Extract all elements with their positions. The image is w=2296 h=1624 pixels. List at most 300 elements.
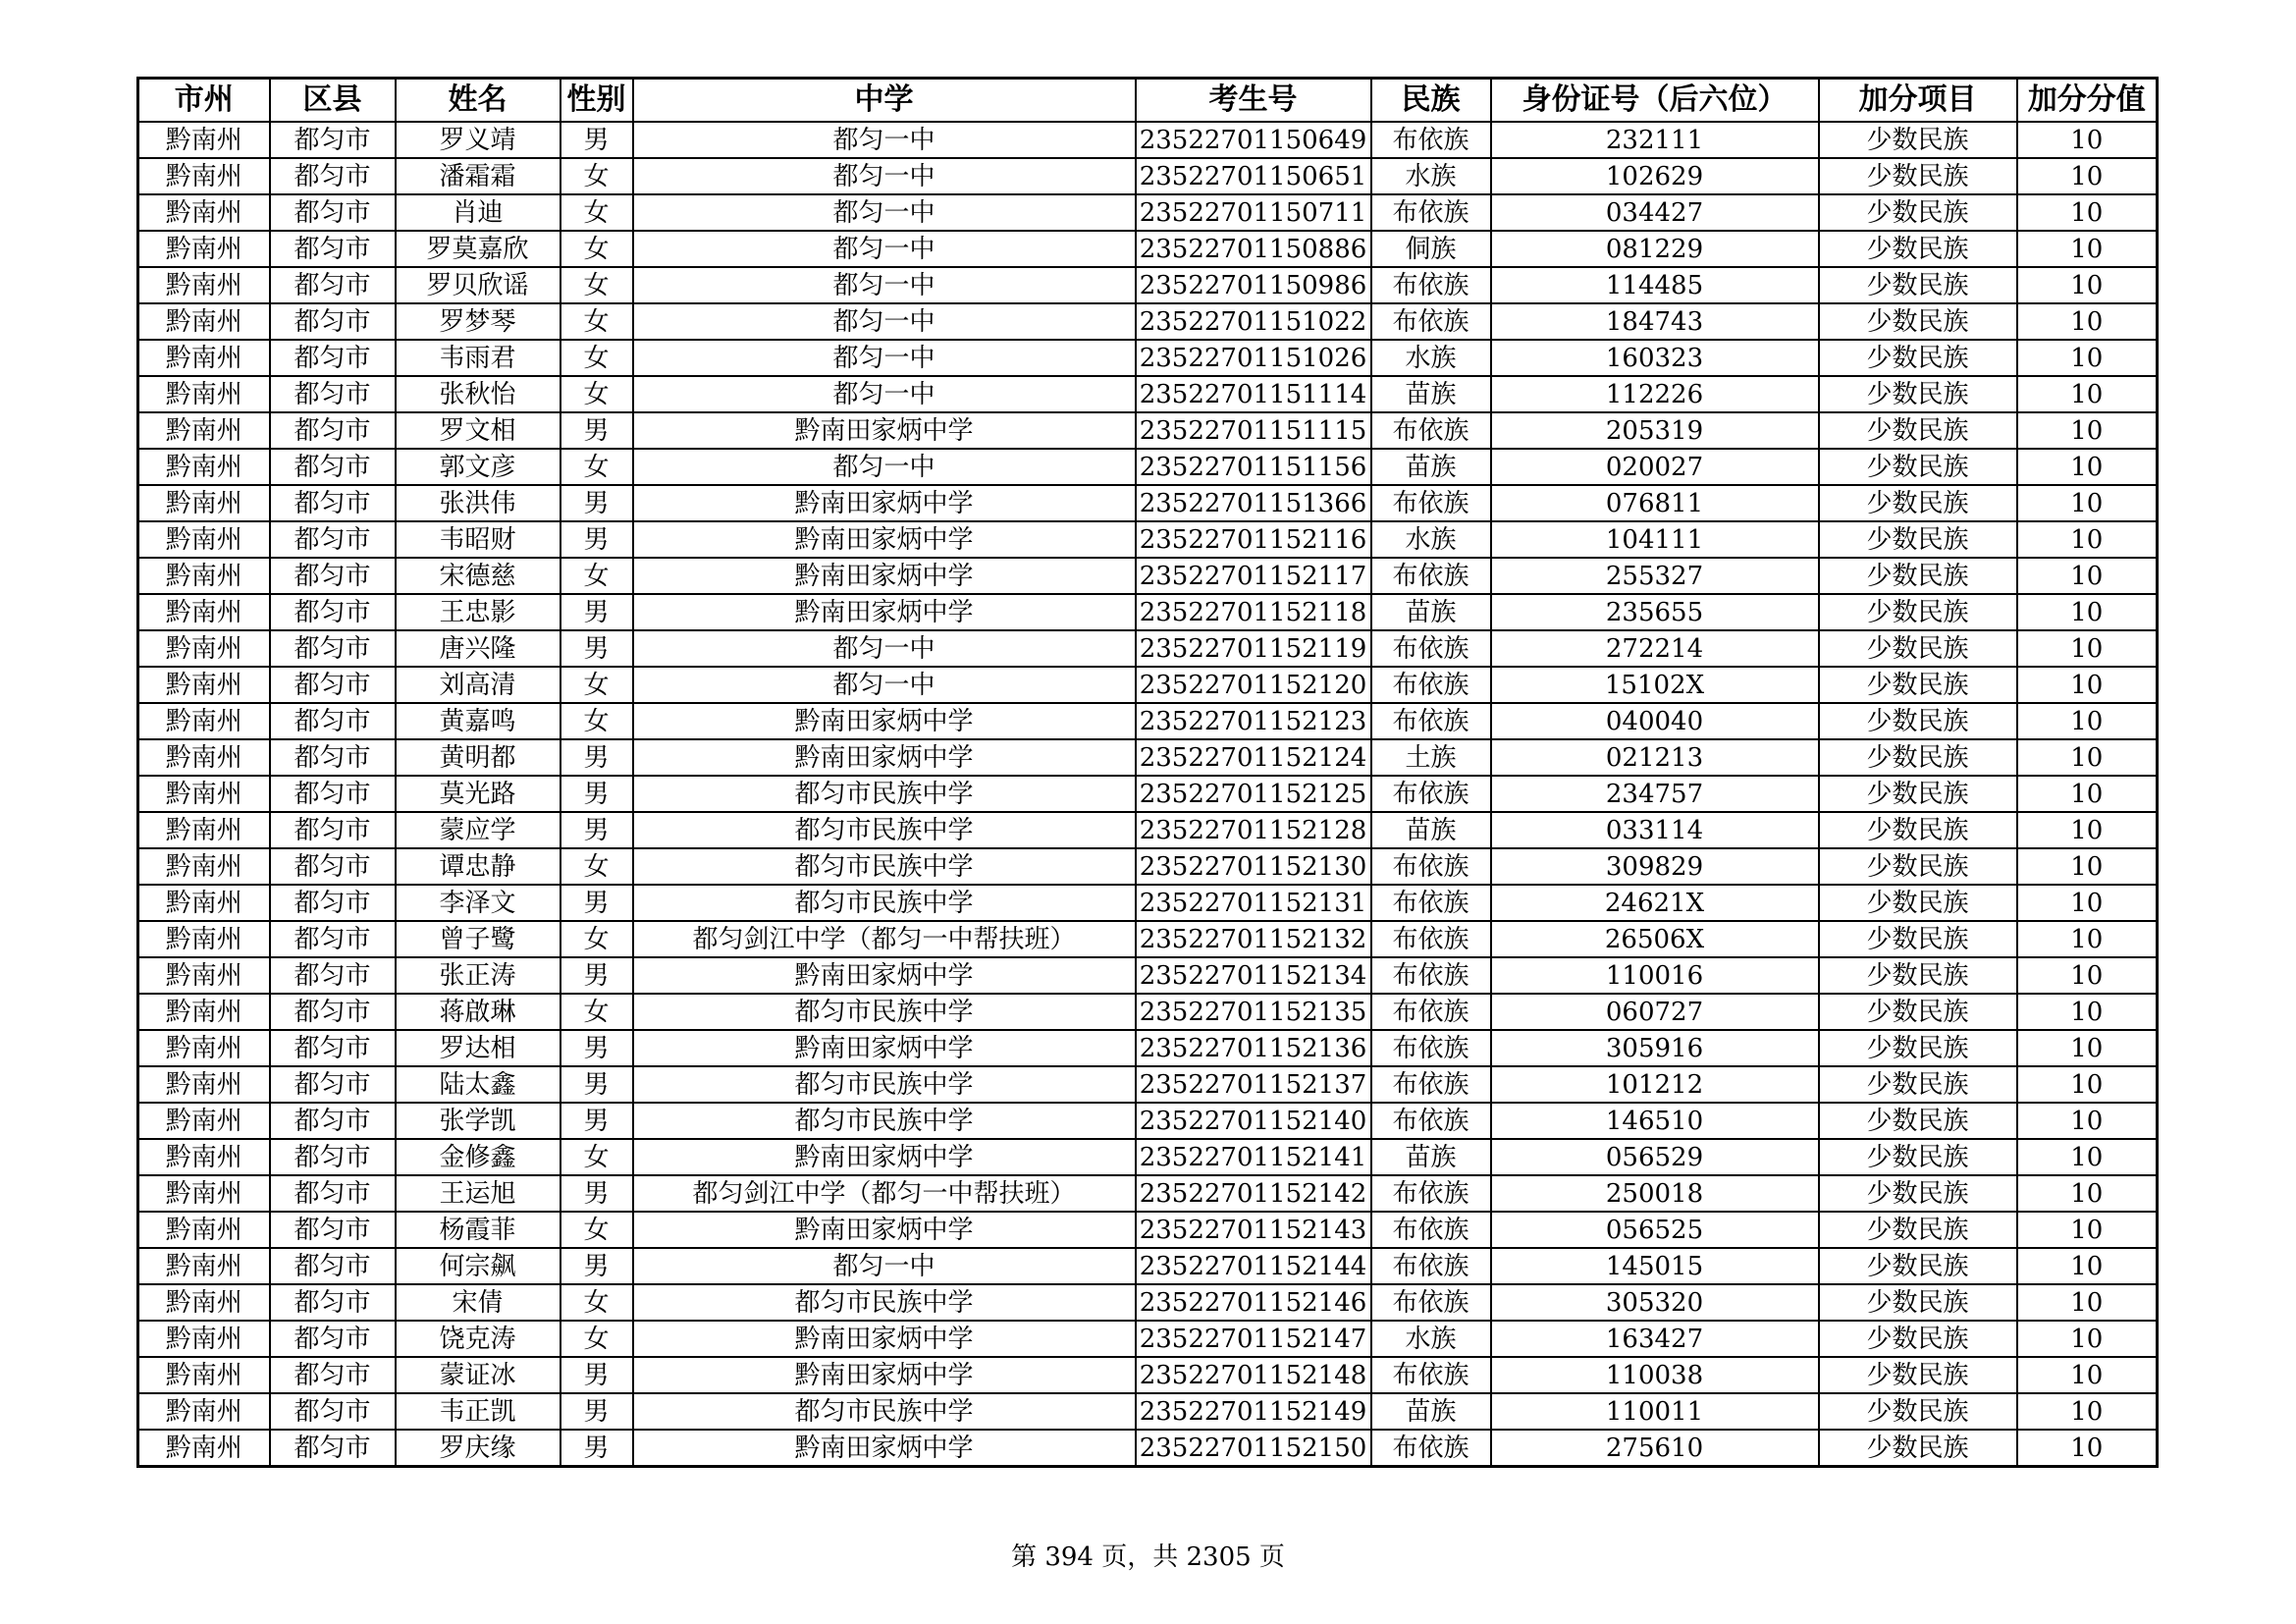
cell-id-last-six: 232111: [1491, 122, 1819, 158]
cell-ethnicity: 布依族: [1371, 667, 1491, 703]
cell-ethnicity: 水族: [1371, 340, 1491, 376]
cell-ethnicity: 布依族: [1371, 485, 1491, 521]
cell-gender: 女: [561, 1212, 633, 1248]
cell-bonus-points: 10: [2017, 776, 2158, 812]
cell-bonus-points: 10: [2017, 1212, 2158, 1248]
cell-exam-number: 23522701151114: [1136, 376, 1371, 412]
cell-county: 都匀市: [270, 267, 396, 303]
cell-name: 李泽文: [396, 885, 561, 921]
cell-county: 都匀市: [270, 303, 396, 340]
cell-school: 黔南田家炳中学: [633, 739, 1136, 776]
cell-id-last-six: 021213: [1491, 739, 1819, 776]
cell-county: 都匀市: [270, 412, 396, 449]
table-row: [138, 340, 2158, 376]
cell-ethnicity: 苗族: [1371, 376, 1491, 412]
cell-city: 黔南州: [138, 957, 270, 994]
cell-city: 黔南州: [138, 630, 270, 667]
cell-city: 黔南州: [138, 1175, 270, 1212]
cell-id-last-six: 101212: [1491, 1066, 1819, 1103]
cell-city: 黔南州: [138, 1139, 270, 1175]
cell-bonus-points: 10: [2017, 558, 2158, 594]
cell-bonus-points: 10: [2017, 231, 2158, 267]
cell-school: 都匀市民族中学: [633, 848, 1136, 885]
cell-gender: 女: [561, 376, 633, 412]
cell-exam-number: 23522701152144: [1136, 1248, 1371, 1284]
cell-ethnicity: 布依族: [1371, 1357, 1491, 1393]
cell-id-last-six: 102629: [1491, 158, 1819, 194]
cell-exam-number: 23522701152128: [1136, 812, 1371, 848]
cell-school: 都匀市民族中学: [633, 1284, 1136, 1321]
table-row: [138, 739, 2158, 776]
cell-bonus-points: 10: [2017, 1321, 2158, 1357]
cell-name: 曾子鹭: [396, 921, 561, 957]
cell-id-last-six: 15102X: [1491, 667, 1819, 703]
cell-id-last-six: 250018: [1491, 1175, 1819, 1212]
cell-gender: 男: [561, 1103, 633, 1139]
cell-county: 都匀市: [270, 1175, 396, 1212]
cell-bonus-item: 少数民族: [1819, 812, 2017, 848]
cell-bonus-item: 少数民族: [1819, 194, 2017, 231]
cell-id-last-six: 235655: [1491, 594, 1819, 630]
cell-exam-number: 23522701152134: [1136, 957, 1371, 994]
cell-city: 黔南州: [138, 812, 270, 848]
cell-name: 潘霜霜: [396, 158, 561, 194]
cell-name: 张正涛: [396, 957, 561, 994]
cell-bonus-points: 10: [2017, 122, 2158, 158]
cell-school: 都匀一中: [633, 122, 1136, 158]
cell-school: 黔南田家炳中学: [633, 1212, 1136, 1248]
cell-county: 都匀市: [270, 848, 396, 885]
cell-exam-number: 23522701150986: [1136, 267, 1371, 303]
cell-gender: 女: [561, 267, 633, 303]
cell-bonus-item: 少数民族: [1819, 1066, 2017, 1103]
cell-ethnicity: 布依族: [1371, 1430, 1491, 1467]
header-ethnicity: 民族: [1371, 79, 1491, 123]
cell-bonus-points: 10: [2017, 303, 2158, 340]
table-row: [138, 1212, 2158, 1248]
cell-id-last-six: 110011: [1491, 1393, 1819, 1430]
cell-exam-number: 23522701152124: [1136, 739, 1371, 776]
cell-exam-number: 23522701152142: [1136, 1175, 1371, 1212]
table-row: [138, 994, 2158, 1030]
cell-bonus-item: 少数民族: [1819, 594, 2017, 630]
cell-bonus-item: 少数民族: [1819, 1357, 2017, 1393]
cell-gender: 男: [561, 1393, 633, 1430]
cell-gender: 女: [561, 449, 633, 485]
cell-ethnicity: 布依族: [1371, 122, 1491, 158]
cell-exam-number: 23522701152118: [1136, 594, 1371, 630]
cell-id-last-six: 184743: [1491, 303, 1819, 340]
cell-name: 宋倩: [396, 1284, 561, 1321]
cell-county: 都匀市: [270, 1357, 396, 1393]
cell-bonus-item: 少数民族: [1819, 1139, 2017, 1175]
cell-bonus-points: 10: [2017, 1393, 2158, 1430]
cell-bonus-item: 少数民族: [1819, 739, 2017, 776]
table-row: [138, 412, 2158, 449]
cell-county: 都匀市: [270, 1103, 396, 1139]
header-name: 姓名: [396, 79, 561, 123]
cell-bonus-points: 10: [2017, 1103, 2158, 1139]
cell-city: 黔南州: [138, 921, 270, 957]
cell-school: 黔南田家炳中学: [633, 558, 1136, 594]
cell-city: 黔南州: [138, 1248, 270, 1284]
cell-school: 黔南田家炳中学: [633, 957, 1136, 994]
cell-name: 刘高清: [396, 667, 561, 703]
cell-school: 都匀市民族中学: [633, 776, 1136, 812]
cell-bonus-item: 少数民族: [1819, 1212, 2017, 1248]
cell-ethnicity: 布依族: [1371, 703, 1491, 739]
cell-county: 都匀市: [270, 1284, 396, 1321]
cell-name: 罗莫嘉欣: [396, 231, 561, 267]
cell-gender: 女: [561, 303, 633, 340]
cell-bonus-points: 10: [2017, 1030, 2158, 1066]
cell-school: 黔南田家炳中学: [633, 1030, 1136, 1066]
table-row: [138, 1357, 2158, 1393]
cell-name: 韦正凯: [396, 1393, 561, 1430]
cell-school: 黔南田家炳中学: [633, 594, 1136, 630]
cell-bonus-points: 10: [2017, 340, 2158, 376]
cell-exam-number: 23522701152147: [1136, 1321, 1371, 1357]
cell-exam-number: 23522701150886: [1136, 231, 1371, 267]
cell-bonus-points: 10: [2017, 957, 2158, 994]
cell-city: 黔南州: [138, 267, 270, 303]
cell-id-last-six: 145015: [1491, 1248, 1819, 1284]
cell-id-last-six: 020027: [1491, 449, 1819, 485]
cell-id-last-six: 26506X: [1491, 921, 1819, 957]
cell-ethnicity: 布依族: [1371, 1103, 1491, 1139]
cell-name: 黄明都: [396, 739, 561, 776]
cell-ethnicity: 布依族: [1371, 776, 1491, 812]
cell-county: 都匀市: [270, 1321, 396, 1357]
cell-id-last-six: 034427: [1491, 194, 1819, 231]
cell-id-last-six: 104111: [1491, 521, 1819, 558]
cell-ethnicity: 布依族: [1371, 194, 1491, 231]
cell-id-last-six: 160323: [1491, 340, 1819, 376]
cell-school: 黔南田家炳中学: [633, 1321, 1136, 1357]
cell-county: 都匀市: [270, 1393, 396, 1430]
cell-bonus-points: 10: [2017, 158, 2158, 194]
cell-bonus-points: 10: [2017, 267, 2158, 303]
cell-ethnicity: 布依族: [1371, 267, 1491, 303]
table-row: [138, 1175, 2158, 1212]
cell-name: 何宗飙: [396, 1248, 561, 1284]
cell-gender: 男: [561, 485, 633, 521]
cell-id-last-six: 112226: [1491, 376, 1819, 412]
cell-gender: 男: [561, 594, 633, 630]
cell-exam-number: 23522701150711: [1136, 194, 1371, 231]
cell-gender: 男: [561, 776, 633, 812]
table-row: [138, 267, 2158, 303]
table-row: [138, 158, 2158, 194]
cell-city: 黔南州: [138, 1103, 270, 1139]
cell-bonus-item: 少数民族: [1819, 449, 2017, 485]
cell-city: 黔南州: [138, 1284, 270, 1321]
table-row: [138, 1139, 2158, 1175]
cell-county: 都匀市: [270, 521, 396, 558]
cell-gender: 男: [561, 1248, 633, 1284]
cell-city: 黔南州: [138, 1393, 270, 1430]
cell-name: 陆太鑫: [396, 1066, 561, 1103]
cell-school: 都匀市民族中学: [633, 885, 1136, 921]
cell-exam-number: 23522701152131: [1136, 885, 1371, 921]
cell-gender: 男: [561, 812, 633, 848]
cell-exam-number: 23522701152148: [1136, 1357, 1371, 1393]
header-bonus-points: 加分分值: [2017, 79, 2158, 123]
cell-name: 蒋啟琳: [396, 994, 561, 1030]
cell-ethnicity: 布依族: [1371, 303, 1491, 340]
cell-id-last-six: 24621X: [1491, 885, 1819, 921]
header-bonus-item: 加分项目: [1819, 79, 2017, 123]
cell-ethnicity: 布依族: [1371, 957, 1491, 994]
cell-ethnicity: 布依族: [1371, 1066, 1491, 1103]
cell-bonus-item: 少数民族: [1819, 1284, 2017, 1321]
cell-ethnicity: 布依族: [1371, 630, 1491, 667]
table-row: [138, 194, 2158, 231]
cell-exam-number: 23522701152130: [1136, 848, 1371, 885]
cell-name: 唐兴隆: [396, 630, 561, 667]
cell-city: 黔南州: [138, 1030, 270, 1066]
cell-id-last-six: 033114: [1491, 812, 1819, 848]
cell-gender: 女: [561, 340, 633, 376]
cell-gender: 女: [561, 158, 633, 194]
cell-bonus-points: 10: [2017, 994, 2158, 1030]
cell-city: 黔南州: [138, 231, 270, 267]
cell-ethnicity: 布依族: [1371, 885, 1491, 921]
cell-gender: 男: [561, 521, 633, 558]
cell-bonus-points: 10: [2017, 1284, 2158, 1321]
cell-county: 都匀市: [270, 994, 396, 1030]
cell-ethnicity: 水族: [1371, 1321, 1491, 1357]
cell-county: 都匀市: [270, 1030, 396, 1066]
cell-id-last-six: 255327: [1491, 558, 1819, 594]
cell-bonus-item: 少数民族: [1819, 1248, 2017, 1284]
cell-bonus-points: 10: [2017, 1139, 2158, 1175]
cell-gender: 女: [561, 194, 633, 231]
cell-city: 黔南州: [138, 485, 270, 521]
cell-exam-number: 23522701152125: [1136, 776, 1371, 812]
cell-gender: 女: [561, 1284, 633, 1321]
cell-school: 黔南田家炳中学: [633, 521, 1136, 558]
cell-exam-number: 23522701152150: [1136, 1430, 1371, 1467]
cell-city: 黔南州: [138, 521, 270, 558]
cell-exam-number: 23522701152132: [1136, 921, 1371, 957]
cell-school: 都匀一中: [633, 158, 1136, 194]
cell-exam-number: 23522701152146: [1136, 1284, 1371, 1321]
cell-city: 黔南州: [138, 885, 270, 921]
cell-exam-number: 23522701151026: [1136, 340, 1371, 376]
cell-city: 黔南州: [138, 558, 270, 594]
cell-bonus-points: 10: [2017, 194, 2158, 231]
cell-name: 莫光路: [396, 776, 561, 812]
cell-bonus-points: 10: [2017, 921, 2158, 957]
cell-school: 都匀市民族中学: [633, 812, 1136, 848]
cell-ethnicity: 苗族: [1371, 812, 1491, 848]
table-row: [138, 921, 2158, 957]
cell-bonus-points: 10: [2017, 667, 2158, 703]
table-row: [138, 485, 2158, 521]
cell-name: 蒙证冰: [396, 1357, 561, 1393]
cell-school: 都匀一中: [633, 667, 1136, 703]
cell-exam-number: 23522701151366: [1136, 485, 1371, 521]
table-row: [138, 812, 2158, 848]
cell-gender: 男: [561, 1030, 633, 1066]
cell-bonus-item: 少数民族: [1819, 994, 2017, 1030]
cell-id-last-six: 146510: [1491, 1103, 1819, 1139]
cell-bonus-item: 少数民族: [1819, 848, 2017, 885]
cell-school: 都匀市民族中学: [633, 1103, 1136, 1139]
table-row: [138, 1321, 2158, 1357]
cell-gender: 男: [561, 122, 633, 158]
cell-exam-number: 23522701152143: [1136, 1212, 1371, 1248]
header-county: 区县: [270, 79, 396, 123]
cell-ethnicity: 布依族: [1371, 1248, 1491, 1284]
cell-ethnicity: 布依族: [1371, 1030, 1491, 1066]
cell-school: 都匀市民族中学: [633, 994, 1136, 1030]
cell-id-last-six: 205319: [1491, 412, 1819, 449]
cell-name: 张秋怡: [396, 376, 561, 412]
cell-school: 都匀一中: [633, 267, 1136, 303]
cell-bonus-points: 10: [2017, 1357, 2158, 1393]
cell-ethnicity: 苗族: [1371, 1393, 1491, 1430]
cell-bonus-item: 少数民族: [1819, 1030, 2017, 1066]
cell-name: 杨霞菲: [396, 1212, 561, 1248]
cell-city: 黔南州: [138, 1066, 270, 1103]
cell-bonus-points: 10: [2017, 703, 2158, 739]
table-row: [138, 594, 2158, 630]
page-number: 第 394 页，共 2305 页: [1011, 1543, 1285, 1572]
cell-bonus-points: 10: [2017, 630, 2158, 667]
table-row: [138, 122, 2158, 158]
cell-bonus-points: 10: [2017, 376, 2158, 412]
cell-id-last-six: 110016: [1491, 957, 1819, 994]
cell-bonus-item: 少数民族: [1819, 521, 2017, 558]
cell-name: 金修鑫: [396, 1139, 561, 1175]
cell-city: 黔南州: [138, 194, 270, 231]
cell-school: 都匀市民族中学: [633, 1393, 1136, 1430]
cell-bonus-points: 10: [2017, 449, 2158, 485]
cell-school: 都匀剑江中学（都匀一中帮扶班）: [633, 921, 1136, 957]
table-row: [138, 1393, 2158, 1430]
cell-city: 黔南州: [138, 667, 270, 703]
cell-gender: 男: [561, 412, 633, 449]
cell-bonus-item: 少数民族: [1819, 1103, 2017, 1139]
cell-gender: 女: [561, 921, 633, 957]
cell-bonus-item: 少数民族: [1819, 1430, 2017, 1467]
cell-bonus-item: 少数民族: [1819, 485, 2017, 521]
cell-id-last-six: 163427: [1491, 1321, 1819, 1357]
cell-city: 黔南州: [138, 1321, 270, 1357]
cell-ethnicity: 土族: [1371, 739, 1491, 776]
cell-exam-number: 23522701152140: [1136, 1103, 1371, 1139]
cell-name: 张洪伟: [396, 485, 561, 521]
cell-ethnicity: 布依族: [1371, 1175, 1491, 1212]
cell-exam-number: 23522701152123: [1136, 703, 1371, 739]
table-row: [138, 1103, 2158, 1139]
cell-county: 都匀市: [270, 158, 396, 194]
cell-bonus-item: 少数民族: [1819, 412, 2017, 449]
table-row: [138, 558, 2158, 594]
cell-county: 都匀市: [270, 885, 396, 921]
cell-city: 黔南州: [138, 340, 270, 376]
cell-id-last-six: 081229: [1491, 231, 1819, 267]
cell-school: 都匀市民族中学: [633, 1066, 1136, 1103]
cell-bonus-item: 少数民族: [1819, 921, 2017, 957]
cell-bonus-points: 10: [2017, 1066, 2158, 1103]
cell-name: 罗梦琴: [396, 303, 561, 340]
cell-school: 黔南田家炳中学: [633, 703, 1136, 739]
table-row: [138, 376, 2158, 412]
cell-id-last-six: 272214: [1491, 630, 1819, 667]
cell-id-last-six: 056529: [1491, 1139, 1819, 1175]
cell-name: 张学凯: [396, 1103, 561, 1139]
cell-bonus-item: 少数民族: [1819, 957, 2017, 994]
cell-bonus-item: 少数民族: [1819, 122, 2017, 158]
cell-bonus-points: 10: [2017, 812, 2158, 848]
cell-gender: 男: [561, 885, 633, 921]
cell-exam-number: 23522701151156: [1136, 449, 1371, 485]
cell-county: 都匀市: [270, 558, 396, 594]
cell-ethnicity: 布依族: [1371, 1284, 1491, 1321]
cell-city: 黔南州: [138, 376, 270, 412]
cell-gender: 女: [561, 667, 633, 703]
cell-county: 都匀市: [270, 194, 396, 231]
cell-bonus-points: 10: [2017, 412, 2158, 449]
cell-ethnicity: 布依族: [1371, 994, 1491, 1030]
cell-gender: 男: [561, 630, 633, 667]
cell-ethnicity: 布依族: [1371, 412, 1491, 449]
cell-name: 谭忠静: [396, 848, 561, 885]
header-gender: 性别: [561, 79, 633, 123]
cell-name: 王忠影: [396, 594, 561, 630]
cell-gender: 男: [561, 739, 633, 776]
cell-gender: 男: [561, 1357, 633, 1393]
cell-exam-number: 23522701152116: [1136, 521, 1371, 558]
cell-ethnicity: 布依族: [1371, 848, 1491, 885]
roster-table: [136, 77, 2159, 1468]
table-row: [138, 630, 2158, 667]
cell-school: 都匀剑江中学（都匀一中帮扶班）: [633, 1175, 1136, 1212]
cell-school: 黔南田家炳中学: [633, 485, 1136, 521]
cell-id-last-six: 040040: [1491, 703, 1819, 739]
table-row: [138, 1284, 2158, 1321]
cell-exam-number: 23522701152141: [1136, 1139, 1371, 1175]
cell-id-last-six: 056525: [1491, 1212, 1819, 1248]
cell-exam-number: 23522701151115: [1136, 412, 1371, 449]
cell-county: 都匀市: [270, 1066, 396, 1103]
cell-id-last-six: 309829: [1491, 848, 1819, 885]
cell-bonus-item: 少数民族: [1819, 1393, 2017, 1430]
cell-gender: 女: [561, 231, 633, 267]
cell-ethnicity: 苗族: [1371, 594, 1491, 630]
cell-id-last-six: 234757: [1491, 776, 1819, 812]
cell-id-last-six: 275610: [1491, 1430, 1819, 1467]
cell-ethnicity: 布依族: [1371, 921, 1491, 957]
cell-county: 都匀市: [270, 594, 396, 630]
cell-school: 黔南田家炳中学: [633, 1430, 1136, 1467]
table-row: [138, 776, 2158, 812]
cell-name: 韦昭财: [396, 521, 561, 558]
header-id-last-six: 身份证号（后六位）: [1491, 79, 1819, 123]
cell-city: 黔南州: [138, 449, 270, 485]
cell-exam-number: 23522701151022: [1136, 303, 1371, 340]
cell-name: 饶克涛: [396, 1321, 561, 1357]
cell-gender: 男: [561, 1430, 633, 1467]
cell-id-last-six: 076811: [1491, 485, 1819, 521]
cell-exam-number: 23522701152137: [1136, 1066, 1371, 1103]
cell-bonus-item: 少数民族: [1819, 885, 2017, 921]
cell-city: 黔南州: [138, 412, 270, 449]
table-row: [138, 1430, 2158, 1467]
